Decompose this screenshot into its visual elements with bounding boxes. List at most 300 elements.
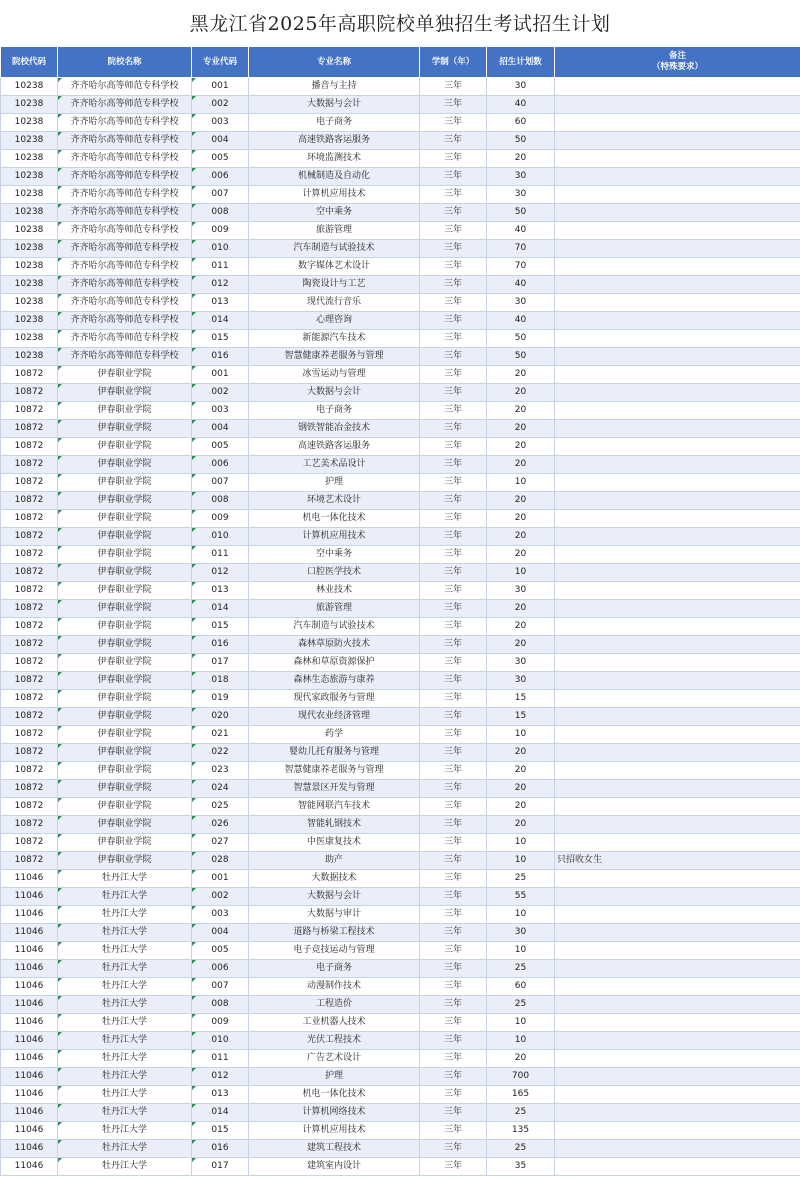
major-code-cell: 001: [192, 366, 249, 384]
note-cell: [555, 1086, 800, 1104]
note-cell: [555, 204, 800, 222]
major-code-cell: 018: [192, 672, 249, 690]
major-name-cell: 中医康复技术: [249, 834, 420, 852]
major-name-cell: 道路与桥梁工程技术: [249, 924, 420, 942]
school-code-cell: 10872: [1, 492, 58, 510]
major-name-cell: 环境监测技术: [249, 150, 420, 168]
quota-cell: 165: [487, 1086, 555, 1104]
quota-cell: 30: [487, 186, 555, 204]
quota-cell: 50: [487, 204, 555, 222]
quota-cell: 20: [487, 528, 555, 546]
note-cell: [555, 600, 800, 618]
school-name-cell: 伊春职业学院: [58, 636, 192, 654]
school-code-cell: 10872: [1, 456, 58, 474]
duration-cell: 三年: [420, 654, 487, 672]
duration-cell: 三年: [420, 78, 487, 96]
note-cell: [555, 510, 800, 528]
quota-cell: 30: [487, 672, 555, 690]
note-cell: [555, 942, 800, 960]
duration-cell: 三年: [420, 438, 487, 456]
major-code-cell: 025: [192, 798, 249, 816]
duration-cell: 三年: [420, 600, 487, 618]
quota-cell: 20: [487, 510, 555, 528]
major-name-cell: 播音与主持: [249, 78, 420, 96]
major-code-cell: 010: [192, 528, 249, 546]
note-cell: [555, 816, 800, 834]
major-name-cell: 大数据与审计: [249, 906, 420, 924]
note-cell: [555, 258, 800, 276]
school-code-cell: 10238: [1, 114, 58, 132]
school-name-cell: 齐齐哈尔高等师范专科学校: [58, 78, 192, 96]
major-code-cell: 004: [192, 132, 249, 150]
school-name-cell: 齐齐哈尔高等师范专科学校: [58, 312, 192, 330]
table-row: [1, 834, 800, 852]
school-name-cell: 伊春职业学院: [58, 708, 192, 726]
quota-cell: 70: [487, 258, 555, 276]
school-code-cell: 10872: [1, 654, 58, 672]
school-code-cell: 10238: [1, 96, 58, 114]
major-code-cell: 003: [192, 906, 249, 924]
school-code-cell: 10872: [1, 816, 58, 834]
major-name-cell: 空中乘务: [249, 204, 420, 222]
note-cell: [555, 240, 800, 258]
school-code-cell: 10238: [1, 204, 58, 222]
school-name-cell: 伊春职业学院: [58, 546, 192, 564]
school-code-cell: 10872: [1, 528, 58, 546]
quota-cell: 20: [487, 150, 555, 168]
duration-cell: 三年: [420, 456, 487, 474]
major-name-cell: 动漫制作技术: [249, 978, 420, 996]
quota-cell: 10: [487, 942, 555, 960]
table-row: [1, 186, 800, 204]
quota-cell: 20: [487, 636, 555, 654]
table-row: [1, 1140, 800, 1158]
major-name-cell: 森林草原防火技术: [249, 636, 420, 654]
duration-cell: 三年: [420, 528, 487, 546]
table-body: [1, 78, 800, 1176]
duration-cell: 三年: [420, 384, 487, 402]
major-code-cell: 004: [192, 420, 249, 438]
table-row: [1, 762, 800, 780]
school-name-cell: 齐齐哈尔高等师范专科学校: [58, 114, 192, 132]
table-row: [1, 960, 800, 978]
school-name-cell: 齐齐哈尔高等师范专科学校: [58, 276, 192, 294]
table-row: [1, 132, 800, 150]
note-cell: [555, 168, 800, 186]
quota-cell: 25: [487, 870, 555, 888]
school-name-cell: 牡丹江大学: [58, 870, 192, 888]
header-note-line2: （特殊要求）: [651, 62, 703, 72]
major-code-cell: 012: [192, 276, 249, 294]
school-name-cell: 伊春职业学院: [58, 726, 192, 744]
school-code-cell: 10872: [1, 402, 58, 420]
table-row: [1, 636, 800, 654]
school-name-cell: 伊春职业学院: [58, 816, 192, 834]
duration-cell: 三年: [420, 1122, 487, 1140]
enrollment-plan-table: [0, 46, 800, 1176]
quota-cell: 25: [487, 996, 555, 1014]
table-row: [1, 672, 800, 690]
school-name-cell: 牡丹江大学: [58, 1122, 192, 1140]
note-cell: [555, 276, 800, 294]
school-code-cell: 10872: [1, 762, 58, 780]
school-name-cell: 伊春职业学院: [58, 528, 192, 546]
quota-cell: 10: [487, 726, 555, 744]
duration-cell: 三年: [420, 744, 487, 762]
major-code-cell: 016: [192, 636, 249, 654]
major-code-cell: 015: [192, 330, 249, 348]
school-code-cell: 10238: [1, 294, 58, 312]
header-duration: 学制（年）: [420, 47, 487, 78]
quota-cell: 25: [487, 960, 555, 978]
note-cell: [555, 150, 800, 168]
major-name-cell: 电子竞技运动与管理: [249, 942, 420, 960]
major-code-cell: 016: [192, 1140, 249, 1158]
duration-cell: 三年: [420, 708, 487, 726]
school-code-cell: 10872: [1, 708, 58, 726]
duration-cell: 三年: [420, 870, 487, 888]
duration-cell: 三年: [420, 1050, 487, 1068]
major-code-cell: 005: [192, 150, 249, 168]
table-row: [1, 294, 800, 312]
quota-cell: 20: [487, 402, 555, 420]
quota-cell: 20: [487, 600, 555, 618]
duration-cell: 三年: [420, 168, 487, 186]
school-name-cell: 牡丹江大学: [58, 1104, 192, 1122]
duration-cell: 三年: [420, 978, 487, 996]
quota-cell: 20: [487, 816, 555, 834]
note-cell: [555, 996, 800, 1014]
table-row: [1, 582, 800, 600]
header-major-code: 专业代码: [192, 47, 249, 78]
school-name-cell: 伊春职业学院: [58, 402, 192, 420]
major-name-cell: 电子商务: [249, 114, 420, 132]
major-name-cell: 新能源汽车技术: [249, 330, 420, 348]
major-name-cell: 智慧景区开发与管理: [249, 780, 420, 798]
school-code-cell: 11046: [1, 960, 58, 978]
table-row: [1, 258, 800, 276]
major-name-cell: 汽车制造与试验技术: [249, 618, 420, 636]
duration-cell: 三年: [420, 204, 487, 222]
major-name-cell: 大数据技术: [249, 870, 420, 888]
note-cell: [555, 924, 800, 942]
school-code-cell: 10238: [1, 132, 58, 150]
major-name-cell: 现代农业经济管理: [249, 708, 420, 726]
note-cell: [555, 1158, 800, 1176]
major-name-cell: 钢铁智能冶金技术: [249, 420, 420, 438]
school-code-cell: 10238: [1, 186, 58, 204]
table-row: [1, 924, 800, 942]
duration-cell: 三年: [420, 942, 487, 960]
duration-cell: 三年: [420, 780, 487, 798]
note-cell: [555, 762, 800, 780]
note-cell: 只招收女生: [555, 852, 800, 870]
major-code-cell: 019: [192, 690, 249, 708]
table-row: [1, 1068, 800, 1086]
note-cell: [555, 636, 800, 654]
major-code-cell: 001: [192, 870, 249, 888]
quota-cell: 15: [487, 708, 555, 726]
school-name-cell: 伊春职业学院: [58, 456, 192, 474]
duration-cell: 三年: [420, 330, 487, 348]
major-code-cell: 017: [192, 1158, 249, 1176]
table-row: [1, 1122, 800, 1140]
school-name-cell: 伊春职业学院: [58, 690, 192, 708]
major-name-cell: 计算机应用技术: [249, 186, 420, 204]
school-name-cell: 齐齐哈尔高等师范专科学校: [58, 168, 192, 186]
note-cell: [555, 798, 800, 816]
school-name-cell: 伊春职业学院: [58, 672, 192, 690]
school-code-cell: 10872: [1, 564, 58, 582]
major-name-cell: 婴幼儿托育服务与管理: [249, 744, 420, 762]
header-note-line1: 备注: [668, 51, 686, 61]
school-code-cell: 10872: [1, 834, 58, 852]
note-cell: [555, 384, 800, 402]
major-name-cell: 现代家政服务与管理: [249, 690, 420, 708]
school-code-cell: 10238: [1, 150, 58, 168]
school-code-cell: 10872: [1, 474, 58, 492]
major-name-cell: 药学: [249, 726, 420, 744]
table-row: [1, 168, 800, 186]
duration-cell: 三年: [420, 186, 487, 204]
header-major-name: 专业名称: [249, 47, 420, 78]
quota-cell: 30: [487, 582, 555, 600]
major-code-cell: 014: [192, 600, 249, 618]
quota-cell: 700: [487, 1068, 555, 1086]
school-code-cell: 11046: [1, 1158, 58, 1176]
table-row: [1, 816, 800, 834]
table-row: [1, 312, 800, 330]
quota-cell: 30: [487, 924, 555, 942]
duration-cell: 三年: [420, 618, 487, 636]
school-code-cell: 10872: [1, 366, 58, 384]
major-name-cell: 空中乘务: [249, 546, 420, 564]
quota-cell: 10: [487, 834, 555, 852]
table-row: [1, 276, 800, 294]
school-name-cell: 伊春职业学院: [58, 852, 192, 870]
school-code-cell: 10872: [1, 384, 58, 402]
major-name-cell: 汽车制造与试验技术: [249, 240, 420, 258]
school-name-cell: 伊春职业学院: [58, 420, 192, 438]
table-row: [1, 348, 800, 366]
quota-cell: 20: [487, 1050, 555, 1068]
note-cell: [555, 726, 800, 744]
school-name-cell: 伊春职业学院: [58, 582, 192, 600]
table-row: [1, 438, 800, 456]
school-name-cell: 伊春职业学院: [58, 510, 192, 528]
school-name-cell: 齐齐哈尔高等师范专科学校: [58, 294, 192, 312]
major-code-cell: 007: [192, 978, 249, 996]
major-name-cell: 智慧健康养老服务与管理: [249, 762, 420, 780]
duration-cell: 三年: [420, 402, 487, 420]
school-name-cell: 牡丹江大学: [58, 1086, 192, 1104]
note-cell: [555, 474, 800, 492]
major-name-cell: 现代流行音乐: [249, 294, 420, 312]
school-code-cell: 10872: [1, 780, 58, 798]
table-row: [1, 474, 800, 492]
note-cell: [555, 114, 800, 132]
duration-cell: 三年: [420, 240, 487, 258]
major-code-cell: 024: [192, 780, 249, 798]
table-row: [1, 600, 800, 618]
school-code-cell: 11046: [1, 888, 58, 906]
major-name-cell: 心理咨询: [249, 312, 420, 330]
quota-cell: 20: [487, 798, 555, 816]
major-name-cell: 工业机器人技术: [249, 1014, 420, 1032]
school-code-cell: 11046: [1, 942, 58, 960]
school-name-cell: 伊春职业学院: [58, 366, 192, 384]
duration-cell: 三年: [420, 132, 487, 150]
major-code-cell: 009: [192, 510, 249, 528]
table-row: [1, 798, 800, 816]
quota-cell: 40: [487, 222, 555, 240]
table-row: [1, 906, 800, 924]
note-cell: [555, 1068, 800, 1086]
quota-cell: 10: [487, 906, 555, 924]
school-code-cell: 10238: [1, 312, 58, 330]
note-cell: [555, 456, 800, 474]
school-code-cell: 10238: [1, 330, 58, 348]
major-name-cell: 电子商务: [249, 960, 420, 978]
duration-cell: 三年: [420, 150, 487, 168]
page-title: 黑龙江省2025年高职院校单独招生考试招生计划: [189, 13, 611, 35]
duration-cell: 三年: [420, 816, 487, 834]
major-code-cell: 011: [192, 546, 249, 564]
note-cell: [555, 294, 800, 312]
note-cell: [555, 1014, 800, 1032]
duration-cell: 三年: [420, 96, 487, 114]
school-name-cell: 齐齐哈尔高等师范专科学校: [58, 96, 192, 114]
school-code-cell: 10872: [1, 546, 58, 564]
quota-cell: 20: [487, 492, 555, 510]
note-cell: [555, 420, 800, 438]
header-quota: 招生计划数: [487, 47, 555, 78]
duration-cell: 三年: [420, 420, 487, 438]
school-code-cell: 10872: [1, 690, 58, 708]
major-name-cell: 机电一体化技术: [249, 1086, 420, 1104]
major-code-cell: 011: [192, 258, 249, 276]
note-cell: [555, 78, 800, 96]
major-code-cell: 012: [192, 1068, 249, 1086]
major-name-cell: 陶瓷设计与工艺: [249, 276, 420, 294]
school-code-cell: 11046: [1, 1086, 58, 1104]
major-name-cell: 智能网联汽车技术: [249, 798, 420, 816]
major-code-cell: 015: [192, 1122, 249, 1140]
quota-cell: 20: [487, 762, 555, 780]
table-row: [1, 510, 800, 528]
major-code-cell: 023: [192, 762, 249, 780]
major-code-cell: 003: [192, 114, 249, 132]
school-name-cell: 牡丹江大学: [58, 1050, 192, 1068]
major-name-cell: 助产: [249, 852, 420, 870]
major-name-cell: 森林生态旅游与康养: [249, 672, 420, 690]
quota-cell: 30: [487, 654, 555, 672]
note-cell: [555, 834, 800, 852]
note-cell: [555, 1122, 800, 1140]
school-code-cell: 10872: [1, 420, 58, 438]
table-row: [1, 402, 800, 420]
table-row: [1, 366, 800, 384]
major-name-cell: 计算机应用技术: [249, 1122, 420, 1140]
school-name-cell: 牡丹江大学: [58, 1158, 192, 1176]
major-name-cell: 电子商务: [249, 402, 420, 420]
quota-cell: 10: [487, 1032, 555, 1050]
note-cell: [555, 744, 800, 762]
major-name-cell: 大数据与会计: [249, 384, 420, 402]
school-code-cell: 10238: [1, 222, 58, 240]
table-row: [1, 78, 800, 96]
note-cell: [555, 582, 800, 600]
school-code-cell: 10872: [1, 438, 58, 456]
quota-cell: 30: [487, 168, 555, 186]
duration-cell: 三年: [420, 1140, 487, 1158]
major-name-cell: 计算机应用技术: [249, 528, 420, 546]
quota-cell: 40: [487, 96, 555, 114]
note-cell: [555, 708, 800, 726]
school-name-cell: 齐齐哈尔高等师范专科学校: [58, 132, 192, 150]
school-name-cell: 齐齐哈尔高等师范专科学校: [58, 348, 192, 366]
school-code-cell: 10238: [1, 348, 58, 366]
school-name-cell: 伊春职业学院: [58, 654, 192, 672]
major-code-cell: 002: [192, 384, 249, 402]
major-name-cell: 智慧健康养老服务与管理: [249, 348, 420, 366]
school-name-cell: 牡丹江大学: [58, 942, 192, 960]
table-row: [1, 870, 800, 888]
quota-cell: 20: [487, 618, 555, 636]
school-name-cell: 伊春职业学院: [58, 780, 192, 798]
quota-cell: 50: [487, 330, 555, 348]
note-cell: [555, 528, 800, 546]
duration-cell: 三年: [420, 798, 487, 816]
school-code-cell: 10872: [1, 744, 58, 762]
duration-cell: 三年: [420, 672, 487, 690]
table-row: [1, 780, 800, 798]
note-cell: [555, 366, 800, 384]
quota-cell: 135: [487, 1122, 555, 1140]
school-name-cell: 齐齐哈尔高等师范专科学校: [58, 258, 192, 276]
quota-cell: 50: [487, 348, 555, 366]
major-name-cell: 机电一体化技术: [249, 510, 420, 528]
school-name-cell: 伊春职业学院: [58, 384, 192, 402]
school-code-cell: 10238: [1, 78, 58, 96]
note-cell: [555, 186, 800, 204]
school-code-cell: 10238: [1, 240, 58, 258]
duration-cell: 三年: [420, 924, 487, 942]
major-name-cell: 森林和草原资源保护: [249, 654, 420, 672]
school-code-cell: 10872: [1, 582, 58, 600]
table-row: [1, 150, 800, 168]
major-code-cell: 012: [192, 564, 249, 582]
quota-cell: 25: [487, 1104, 555, 1122]
major-name-cell: 广告艺术设计: [249, 1050, 420, 1068]
note-cell: [555, 1032, 800, 1050]
duration-cell: 三年: [420, 1014, 487, 1032]
duration-cell: 三年: [420, 636, 487, 654]
school-code-cell: 10238: [1, 168, 58, 186]
major-code-cell: 013: [192, 582, 249, 600]
school-code-cell: 11046: [1, 978, 58, 996]
note-cell: [555, 546, 800, 564]
school-name-cell: 齐齐哈尔高等师范专科学校: [58, 222, 192, 240]
major-name-cell: 工程造价: [249, 996, 420, 1014]
school-name-cell: 牡丹江大学: [58, 960, 192, 978]
quota-cell: 10: [487, 564, 555, 582]
major-name-cell: 数字媒体艺术设计: [249, 258, 420, 276]
table-row: [1, 240, 800, 258]
school-code-cell: 10238: [1, 258, 58, 276]
table-row: [1, 114, 800, 132]
note-cell: [555, 780, 800, 798]
